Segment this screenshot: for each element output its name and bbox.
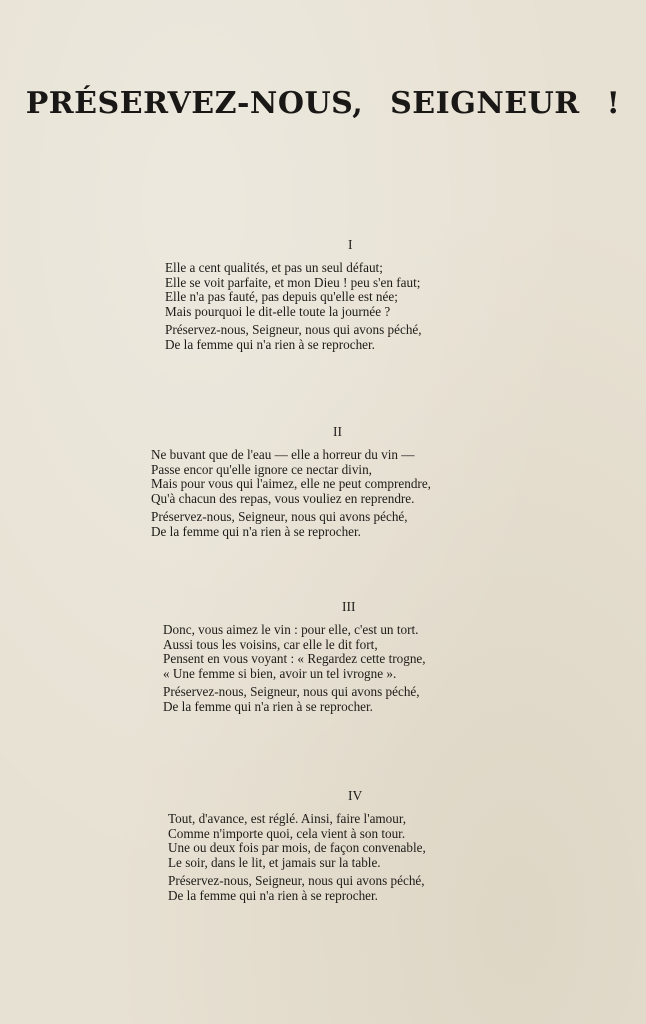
- refrain-line: Préservez-nous, Seigneur, nous qui avons péché,: [151, 509, 408, 525]
- refrain-line: Préservez-nous, Seigneur, nous qui avons péché,: [165, 322, 422, 338]
- stanza-numeral: IV: [348, 788, 363, 803]
- stanza-3: [163, 599, 426, 715]
- verse-line: Ne buvant que de l'eau — elle a horreur du vin —: [151, 447, 415, 462]
- verse-line: Le soir, dans le lit, et jamais sur la table.: [168, 854, 381, 870]
- verse-line: Donc, vous aimez le vin : pour elle, c'est un tort.: [163, 622, 419, 637]
- verse-line: Mais pour vous qui l'aimez, elle ne peut comprendre,: [151, 476, 431, 492]
- stanza-numeral: II: [333, 424, 342, 439]
- verse-line: Elle a cent qualités, et pas un seul défaut;: [165, 260, 383, 275]
- refrain-line: De la femme qui n'a rien à se reprocher.: [168, 887, 378, 903]
- refrain: [165, 323, 422, 352]
- refrain-line: De la femme qui n'a rien à se reprocher.: [165, 336, 375, 352]
- verse-line: Elle n'a pas fauté, pas depuis qu'elle est née;: [165, 289, 398, 305]
- verse-line: Tout, d'avance, est réglé. Ainsi, faire l'amour,: [168, 811, 407, 826]
- stanza-1: [165, 237, 422, 353]
- verse-line: Elle se voit parfaite, et mon Dieu ! peu s'en faut;: [165, 274, 421, 290]
- refrain: [151, 510, 431, 539]
- stanza-2: [151, 424, 431, 540]
- refrain: [168, 874, 426, 903]
- verse-line: Qu'à chacun des repas, vous vouliez en reprendre.: [151, 490, 415, 506]
- verse-line: Pensent en vous voyant : « Regardez cette trogne,: [163, 651, 426, 667]
- stanza-numeral: III: [342, 599, 356, 614]
- refrain: [163, 685, 426, 714]
- verse-line: « Une femme si bien, avoir un tel ivrogne ».: [163, 665, 397, 681]
- refrain-line: Préservez-nous, Seigneur, nous qui avons péché,: [168, 873, 425, 889]
- verse-line: Une ou deux fois par mois, de façon convenable,: [168, 840, 426, 856]
- verse-line: Aussi tous les voisins, car elle le dit fort,: [163, 636, 378, 652]
- verse-line: Comme n'importe quoi, cela vient à son tour.: [168, 825, 406, 841]
- refrain-line: De la femme qui n'a rien à se reprocher.: [151, 523, 361, 539]
- stanza-4: [168, 788, 426, 904]
- verse-line: Mais pourquoi le dit-elle toute la journée ?: [165, 303, 391, 319]
- stanza-numeral: I: [348, 237, 353, 252]
- refrain-line: De la femme qui n'a rien à se reprocher.: [163, 698, 373, 714]
- page-title: PRÉSERVEZ-NOUS, SEIGNEUR !: [25, 86, 621, 121]
- verse-line: Passe encor qu'elle ignore ce nectar divin,: [151, 461, 372, 477]
- refrain-line: Préservez-nous, Seigneur, nous qui avons péché,: [163, 684, 420, 700]
